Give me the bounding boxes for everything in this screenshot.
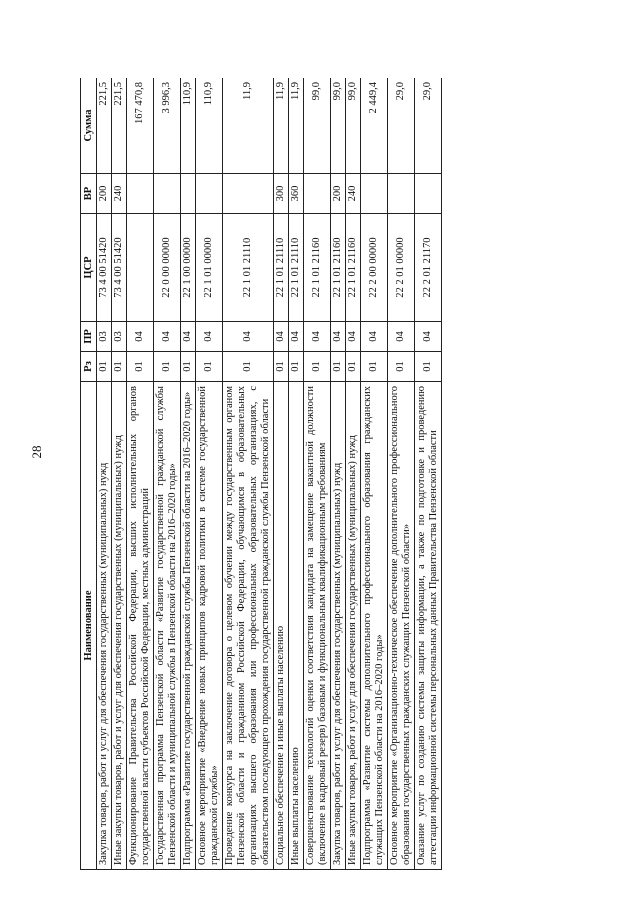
table-row (346, 78, 361, 870)
row-csr: 22 1 00 00000 (181, 214, 196, 322)
row-pr: 04 (127, 322, 154, 352)
row-name: Совершенствование технологий оценки соответствия кандидата на замещение вакантной должности (включение в кадровый резерв) базовым и функциональным квалификационным требованиям (304, 382, 331, 870)
row-name: Иные закупки товаров, работ и услуг для обеспечения государственных (муниципальных) нужд (346, 382, 361, 870)
row-csr: 22 1 01 21110 (289, 214, 304, 322)
header-rz: Рз (81, 352, 97, 382)
row-rz: 01 (346, 352, 361, 382)
table-header-row (81, 78, 97, 870)
row-sum: 11,9 (223, 78, 274, 174)
row-pr: 04 (361, 322, 388, 352)
row-name: Подпрограмма «Развитие государственной гражданской службы Пензенской области на 2016–2020 годы» (181, 382, 196, 870)
table-row (274, 78, 289, 870)
row-sum: 110,9 (181, 78, 196, 174)
rotated-table-frame (80, 78, 575, 870)
header-pr: ПР (81, 322, 97, 352)
row-name: Иные закупки товаров, работ и услуг для обеспечения государственных (муниципальных) нужд (112, 382, 127, 870)
row-name: Проведение конкурса на заключение договора о целевом обучении между государственным органом Пензенской области и гражданином Российской Федерации, обучающимся в образовательных организациях высшего образования или профессиональных образовательных организациях, с обязательством последующего прохождения государственной гражданской службы Пензенской области (223, 382, 274, 870)
row-rz: 01 (97, 352, 112, 382)
row-sum: 167 470,8 (127, 78, 154, 174)
row-rz: 01 (361, 352, 388, 382)
row-pr: 04 (289, 322, 304, 352)
table-row (361, 78, 388, 870)
row-rz: 01 (127, 352, 154, 382)
row-rz: 01 (274, 352, 289, 382)
row-csr: 22 2 01 21170 (415, 214, 442, 322)
table-row (331, 78, 346, 870)
row-rz: 01 (196, 352, 223, 382)
row-sum: 11,9 (289, 78, 304, 174)
row-sum: 29,0 (415, 78, 442, 174)
row-csr: 22 2 00 00000 (361, 214, 388, 322)
row-pr: 03 (97, 322, 112, 352)
row-rz: 01 (223, 352, 274, 382)
row-name: Основное мероприятие «Внедрение новых принципов кадровой политики в системе государственной гражданской службы» (196, 382, 223, 870)
table-row (97, 78, 112, 870)
table-row (415, 78, 442, 870)
row-sum: 3 996,3 (154, 78, 181, 174)
row-csr: 22 1 01 21160 (346, 214, 361, 322)
row-vr: 300 (274, 174, 289, 214)
row-csr: 73 4 00 51420 (112, 214, 127, 322)
table-row (223, 78, 274, 870)
row-pr: 04 (181, 322, 196, 352)
row-vr (415, 174, 442, 214)
header-sum: Сумма (81, 78, 97, 174)
row-sum: 221,5 (112, 78, 127, 174)
row-vr (154, 174, 181, 214)
row-vr: 360 (289, 174, 304, 214)
table-row (304, 78, 331, 870)
row-vr (181, 174, 196, 214)
table-row (112, 78, 127, 870)
row-csr: 73 4 00 51420 (97, 214, 112, 322)
row-sum: 221,5 (97, 78, 112, 174)
row-name: Функционирование Правительства Российской Федерации, высших исполнительных органов государственной власти субъектов Российской Федерации, местных администраций (127, 382, 154, 870)
row-vr: 200 (331, 174, 346, 214)
table-row (154, 78, 181, 870)
row-pr: 04 (154, 322, 181, 352)
budget-table (80, 78, 442, 870)
table-row (127, 78, 154, 870)
row-pr: 04 (223, 322, 274, 352)
table-row (388, 78, 415, 870)
row-csr: 22 1 01 00000 (196, 214, 223, 322)
header-name: Наименование (81, 382, 97, 870)
page-number: 28 (29, 445, 44, 459)
row-csr: 22 2 01 00000 (388, 214, 415, 322)
row-sum: 110,9 (196, 78, 223, 174)
row-vr (361, 174, 388, 214)
row-csr: 22 1 01 21160 (304, 214, 331, 322)
row-name: Закупка товаров, работ и услуг для обеспечения государственных (муниципальных) нужд (331, 382, 346, 870)
row-pr: 04 (274, 322, 289, 352)
row-csr: 22 1 01 21160 (331, 214, 346, 322)
row-name: Оказание услуг по созданию системы защиты информации, а также по подготовке и проведению аттестации информационной системы персональных данных Правительства Пензенской области (415, 382, 442, 870)
row-vr: 240 (112, 174, 127, 214)
row-pr: 04 (196, 322, 223, 352)
table-row (289, 78, 304, 870)
row-sum: 11,9 (274, 78, 289, 174)
row-sum: 99,0 (331, 78, 346, 174)
row-csr (127, 214, 154, 322)
row-sum: 99,0 (304, 78, 331, 174)
header-vr: ВР (81, 174, 97, 214)
row-name: Социальное обеспечение и иные выплаты населению (274, 382, 289, 870)
row-vr (196, 174, 223, 214)
row-rz: 01 (304, 352, 331, 382)
row-rz: 01 (331, 352, 346, 382)
budget-table-container (80, 78, 575, 870)
row-sum: 99,0 (346, 78, 361, 174)
header-csr: ЦСР (81, 214, 97, 322)
row-vr (127, 174, 154, 214)
row-name: Иные выплаты населению (289, 382, 304, 870)
row-sum: 2 449,4 (361, 78, 388, 174)
row-pr: 03 (112, 322, 127, 352)
row-name: Основное мероприятие «Организационно-техническое обеспечение дополнительного профессионального образования государственных гражданских служащих Пензенской области» (388, 382, 415, 870)
row-rz: 01 (112, 352, 127, 382)
row-pr: 04 (304, 322, 331, 352)
row-vr: 240 (346, 174, 361, 214)
row-pr: 04 (388, 322, 415, 352)
row-pr: 04 (415, 322, 442, 352)
row-pr: 04 (331, 322, 346, 352)
row-rz: 01 (388, 352, 415, 382)
row-rz: 01 (289, 352, 304, 382)
table-row (196, 78, 223, 870)
row-vr (388, 174, 415, 214)
row-csr: 22 0 00 00000 (154, 214, 181, 322)
row-csr: 22 1 01 21110 (223, 214, 274, 322)
row-vr: 200 (97, 174, 112, 214)
table-row (181, 78, 196, 870)
row-pr: 04 (346, 322, 361, 352)
row-rz: 01 (154, 352, 181, 382)
row-name: Закупка товаров, работ и услуг для обеспечения государственных (муниципальных) нужд (97, 382, 112, 870)
row-csr: 22 1 01 21110 (274, 214, 289, 322)
row-rz: 01 (415, 352, 442, 382)
row-name: Подпрограмма «Развитие системы дополнительного профессионального образования гражданских служащих Пензенской области на 2016–2020 годы» (361, 382, 388, 870)
row-vr (304, 174, 331, 214)
row-sum: 29,0 (388, 78, 415, 174)
row-vr (223, 174, 274, 214)
row-rz: 01 (181, 352, 196, 382)
row-name: Государственная программа Пензенской области «Развитие государственной гражданской службы Пензенской области и муниципальной службы в Пензенской области на 2016–2020 годы» (154, 382, 181, 870)
